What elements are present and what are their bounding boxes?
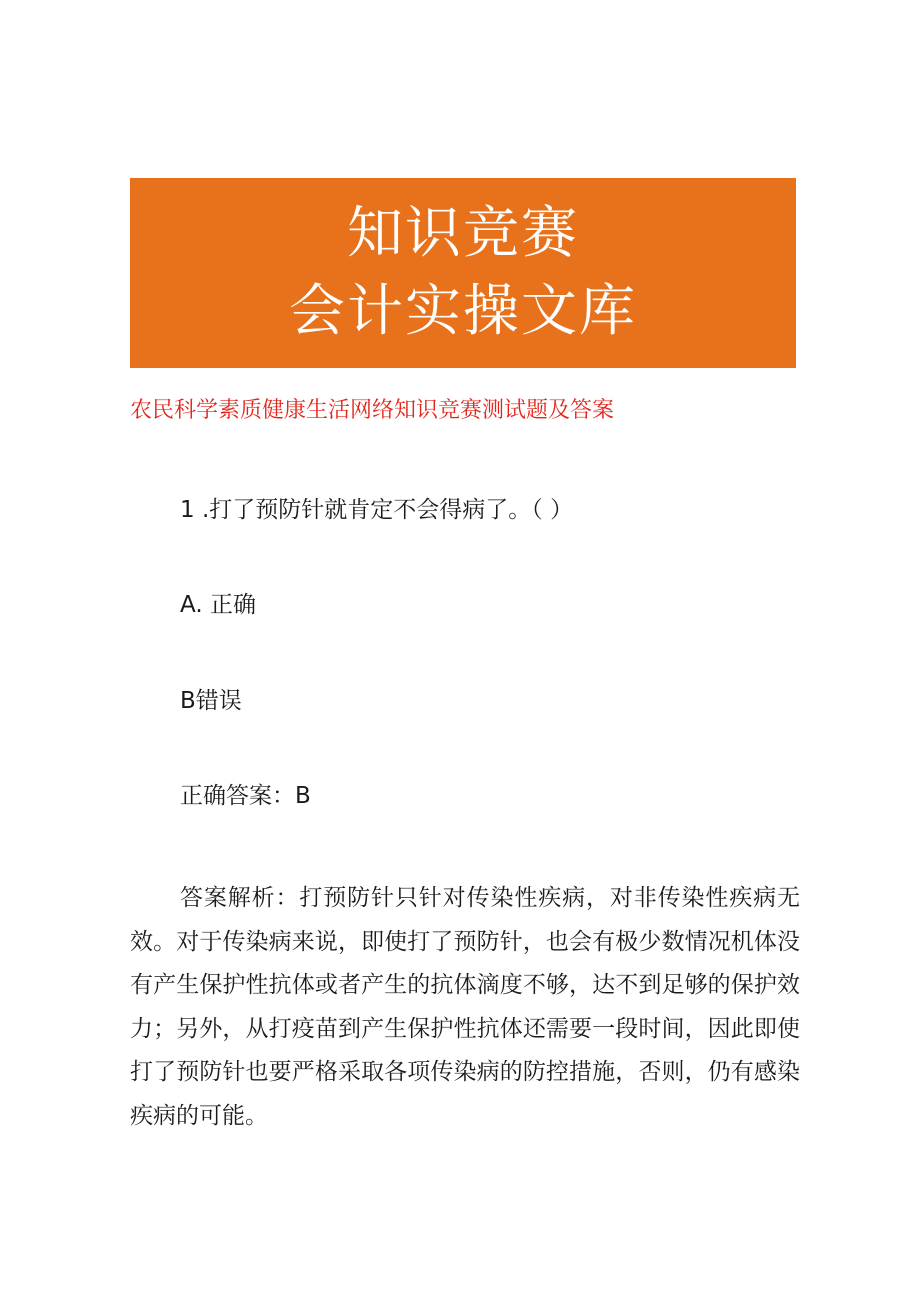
option-b: B错误 bbox=[180, 688, 242, 714]
banner-title-line1: 知识竞赛 bbox=[347, 201, 579, 266]
option-a: A. 正确 bbox=[180, 592, 256, 618]
answer-explanation: 答案解析：打预防针只针对传染性疾病，对非传染性疾病无效。对于传染病来说，即使打了预防针，也会有极少数情况机体没有产生保护性抗体或者产生的抗体滴度不够，达不到足够的保护效力；另外，从打疫苗到产生保护性抗体还需要一段时间，因此即使打了预防针也要严格采取各项传染病的防控措施，否则，仍有感染疾病的可能。 bbox=[130, 885, 800, 1129]
correct-answer: 正确答案：B bbox=[180, 783, 311, 809]
banner-title-line2: 会计实操文库 bbox=[289, 279, 637, 344]
question-text: 1 .打了预防针就肯定不会得病了。（ ） bbox=[180, 497, 574, 523]
document-title: 农民科学素质健康生活网络知识竞赛测试题及答案 bbox=[130, 398, 615, 423]
header-banner bbox=[130, 178, 796, 368]
